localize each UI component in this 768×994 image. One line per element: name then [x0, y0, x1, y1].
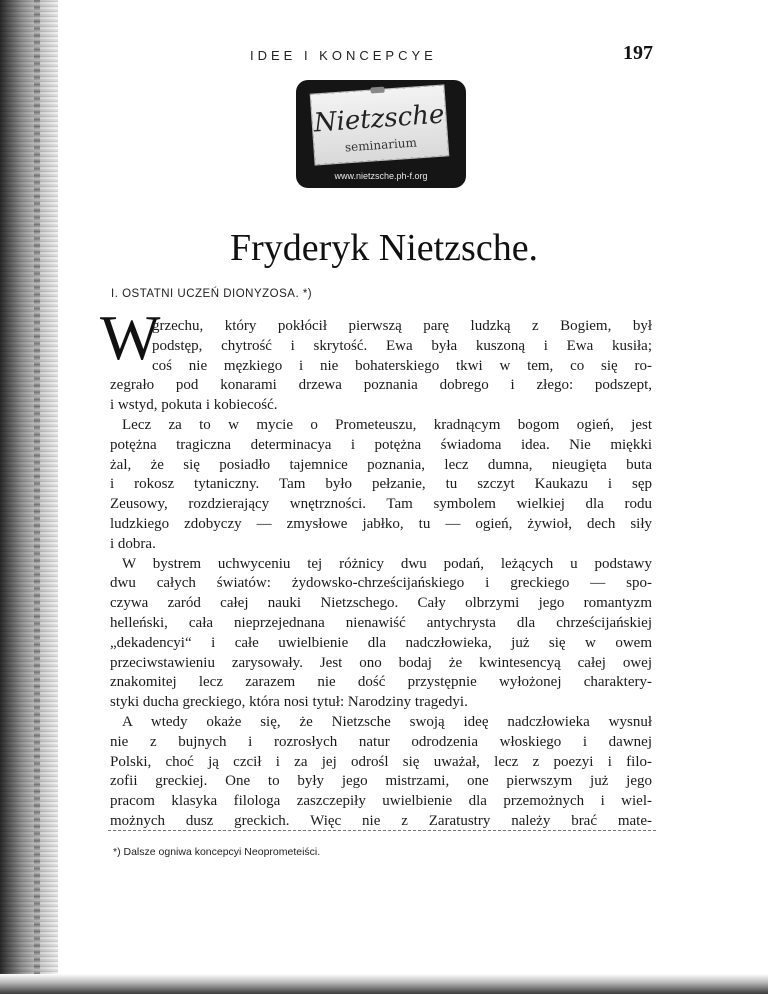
text-line: dwu całych światów: żydowsko-chrześcijańskiego i greckiego — spo-	[110, 575, 652, 592]
page-bottom-edge	[0, 974, 768, 994]
watermark-stamp	[296, 80, 466, 188]
text-line: przeciwstawieniu zarysowały. Jest ono bodaj że kwintesencyą całej owej	[110, 654, 652, 671]
footnote-rule	[108, 830, 656, 831]
text-line: A wtedy okaże się, że Nietzsche swoją ideę nadczłowieka wysnuł	[122, 714, 652, 730]
text-line: nie z bujnych i rozrosłych natur odrodzenia włoskiego i dawnej	[110, 733, 652, 750]
stamp-logo-subtitle: seminarium	[344, 135, 418, 155]
text-line: W bystrem uchwyceniu tej różnicy dwu podań, leżących u podstawy	[122, 555, 652, 572]
spine-texture	[34, 0, 40, 994]
text-line: potężna tragiczna determinacya i potężna świadoma idea. Nie miękki	[110, 436, 652, 453]
stamp-note	[311, 85, 449, 164]
text-line: styki ducha greckiego, która nosi tytuł: Narodziny tragedyi.	[110, 694, 468, 711]
text-line: czywa zaród całej nauki Nietzschego. Cały olbrzymi jego romantyzm	[110, 595, 652, 612]
text-line: helleński, cała nieprzejednana nienawiść antychrysta dla chrześcijańskiej	[110, 615, 652, 631]
running-head: IDEE I KONCEPCYE	[250, 48, 437, 63]
text-line: ludzkiego zdobyczy — zmysłowe jabłko, tu — ogień, żywioł, dech siły	[110, 516, 652, 532]
text-line: Polski, choć ją czcił i za jej odrośl się uważał, lecz z poezyi i filo-	[110, 753, 652, 770]
pin-icon	[370, 87, 384, 94]
text-line: i wstyd, pokuta i kobiecość.	[110, 397, 278, 414]
stamp-logo-text: Nietzsche	[312, 99, 446, 139]
text-line: zegrało pod konarami drzewa poznania dobrego i złego: podszept,	[110, 377, 652, 394]
text-line: możnych dusz greckich. Więc nie z Zaratustry należy brać mate-	[110, 813, 652, 829]
drop-cap: W	[100, 302, 161, 373]
footnote: *) Dalsze ogniwa koncepcyi Neoprometeiści.	[113, 846, 321, 858]
text-line: żal, że się posiadło tajemnice poznania, lecz dumna, nieugięta buta	[110, 456, 652, 473]
text-line: i rokosz tytaniczny. Tam było pełzanie, tu szczyt Kaukazu i sęp	[110, 476, 652, 493]
section-heading: I. OSTATNI UCZEŃ DIONYZOSA. *)	[111, 288, 313, 300]
text-line: znakomitej lecz zarazem nie dość przystępnie wyłożonej charaktery-	[110, 674, 652, 691]
text-line: pracom klasyka filologa zaszczepiły uwielbienie dla przemożnych i wiel-	[110, 793, 652, 810]
text-line: Zeusowy, rozdzierający wnętrzności. Tam symbolem wielkiej dla rodu	[110, 496, 652, 513]
text-line: i dobra.	[110, 535, 156, 552]
text-line: grzechu, który pokłócił pierwszą parę ludzką z Bogiem, był	[152, 318, 652, 334]
text-line: „dekadencyi“ i całe uwielbienie dla nadczłowieka, już się w owem	[110, 634, 652, 651]
text-line: coś nie męzkiego i nie bohaterskiego tkwi w tem, co się ro-	[152, 357, 652, 374]
page-number: 197	[623, 42, 653, 64]
stamp-url: www.nietzsche.ph-f.org	[334, 171, 428, 181]
book-spine-shadow	[0, 0, 58, 994]
text-line: zofii greckiej. One to były jego mistrzami, one pierwszym już jego	[110, 773, 652, 790]
text-line: podstęp, chytrość i skrytość. Ewa była kuszoną i Ewa kusiła;	[152, 337, 652, 354]
text-line: Lecz za to w mycie o Prometeuszu, kradnącym bogom ogień, jest	[122, 417, 652, 433]
article-title: Fryderyk Nietzsche.	[229, 227, 539, 269]
